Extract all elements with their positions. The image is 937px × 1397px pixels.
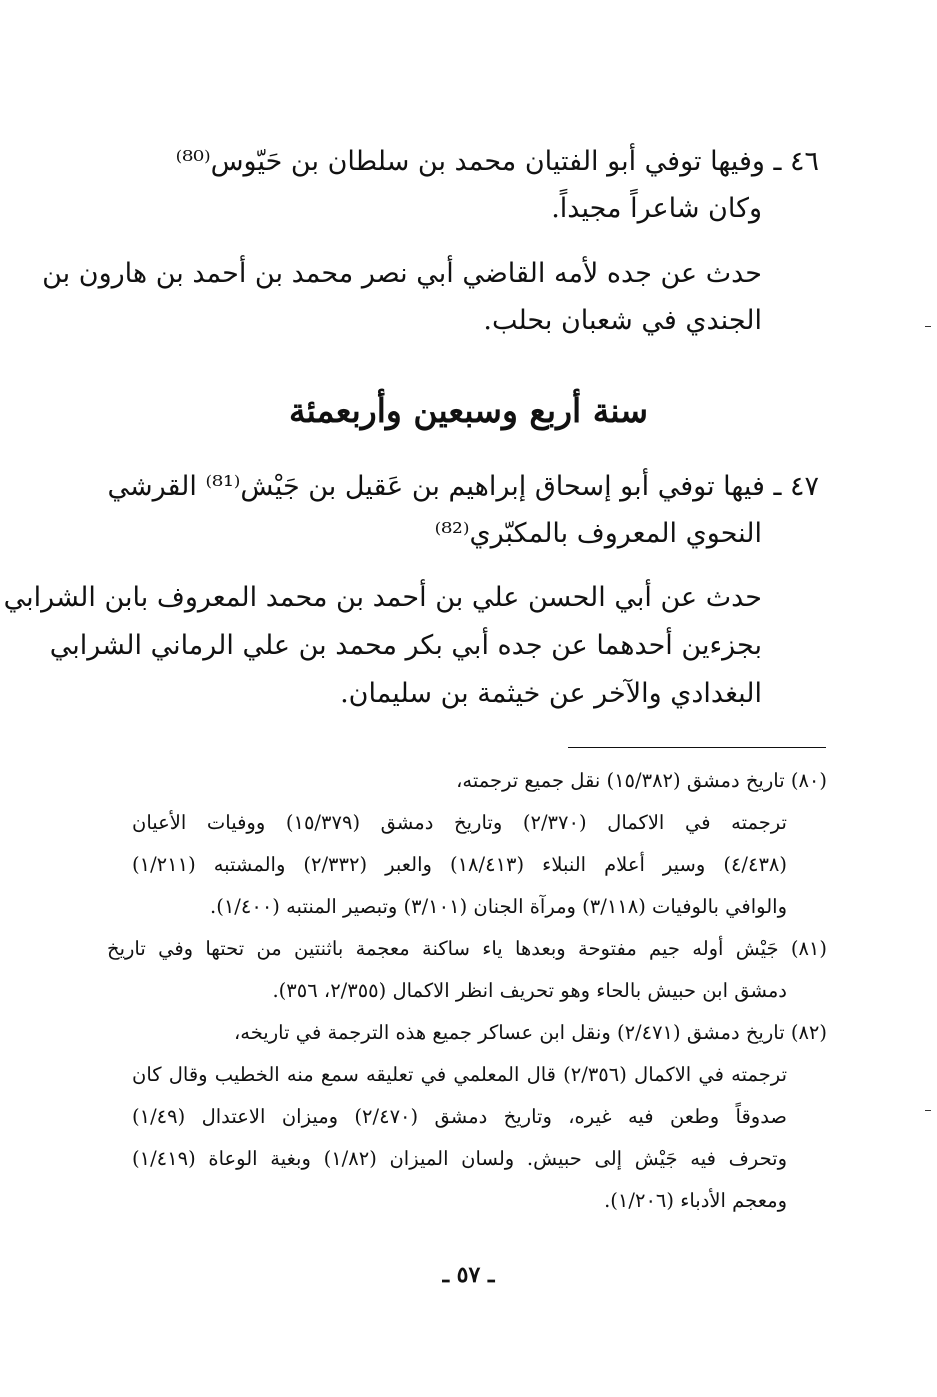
footnote-82-line-3: صدوقاً وطعن فيه غيره، وتاريخ دمشق (٢/٤٧٠) وميزان الاعتدال (١/٤٩) [132, 1105, 787, 1128]
entry-46-line-1: ٤٦ ـ وفيها توفي أبو الفتيان محمد بن سلطان بن حَيّوس⁽⁸⁰⁾ [175, 146, 819, 177]
footnote-82-line-1: (٨٢) تاريخ دمشق (٢/٤٧١) ونقل ابن عساكر جميع هذه الترجمة في تاريخه، [233, 1021, 827, 1044]
footnote-80-line-3: (٤/٤٣٨) وسير أعلام النبلاء (١٨/٤١٣) والعبر (٢/٣٣٢) والمشتبه (١/٢١١) [132, 853, 788, 876]
entry-47-line-2: النحوي المعروف بالمكبّري⁽⁸²⁾ [434, 518, 762, 549]
footnote-81-line-1: (٨١) جَيْش أوله جيم مفتوحة وبعدها ياء ساكنة معجمة باثنتين من تحتها وفي تاريخ [107, 937, 827, 960]
footnote-80-line-1: (٨٠) تاريخ دمشق (١٥/٣٨٢) نقل جميع ترجمته، [456, 769, 827, 792]
footnote-82-line-4: وتحرف فيه جَيْش إلى حبيش. ولسان الميزان (١/٨٢) وبغية الوعاة (١/٤١٩) [132, 1147, 787, 1170]
footnote-81-line-2: دمشق ابن حبيش بالحاء وهو تحريف انظر الاكمال (٢/٣٥٥، ٣٥٦). [272, 979, 787, 1002]
entry-47-line-1: ٤٧ ـ فيها توفي أبو إسحاق إبراهيم بن عَقيل بن جَيْش⁽⁸¹⁾ القرشي [107, 471, 819, 502]
entry-47-detail-line-1: حدث عن أبي الحسن علي بن أحمد بن محمد المعروف بابن الشرابي [3, 582, 762, 613]
footnote-separator [568, 747, 826, 748]
footnote-82-line-2: ترجمته في الاكمال (٢/٣٥٦) قال المعلمي في تعليقه سمع منه الخطيب وقال كان [132, 1063, 787, 1086]
footnote-82-line-5: ومعجم الأدباء (١/٢٠٦). [604, 1189, 787, 1212]
footnote-80-line-2: ترجمته في الاكمال (٢/٣٧٠) وتاريخ دمشق (١٥/٣٧٩) ووفيات الأعيان [132, 811, 787, 834]
entry-46-detail-line-1: حدث عن جده لأمه القاضي أبي نصر محمد بن أحمد بن هارون بن [42, 258, 762, 289]
entry-46-detail-line-2: الجندي في شعبان بحلب. [483, 305, 762, 336]
entry-47-detail-line-2: بجزءين أحدهما عن جده أبي بكر محمد بن علي الرماني الشرابي [49, 630, 762, 661]
scan-edge-mark [925, 326, 931, 327]
scan-edge-mark [925, 1110, 931, 1111]
footnote-80-line-4: والوافي بالوفيات (٣/١١٨) ومرآة الجنان (٣/١٠١) وتبصير المنتبه (١/٤٠٠). [210, 895, 787, 918]
section-heading: سنة أربع وسبعين وأربعمئة [288, 391, 649, 430]
entry-47-detail-line-3: البغدادي والآخر عن خيثمة بن سليمان. [340, 678, 762, 709]
page-number: ـ ٥٧ ـ [442, 1262, 495, 1288]
entry-46-line-2: وكان شاعراً مجيداً. [551, 193, 762, 224]
